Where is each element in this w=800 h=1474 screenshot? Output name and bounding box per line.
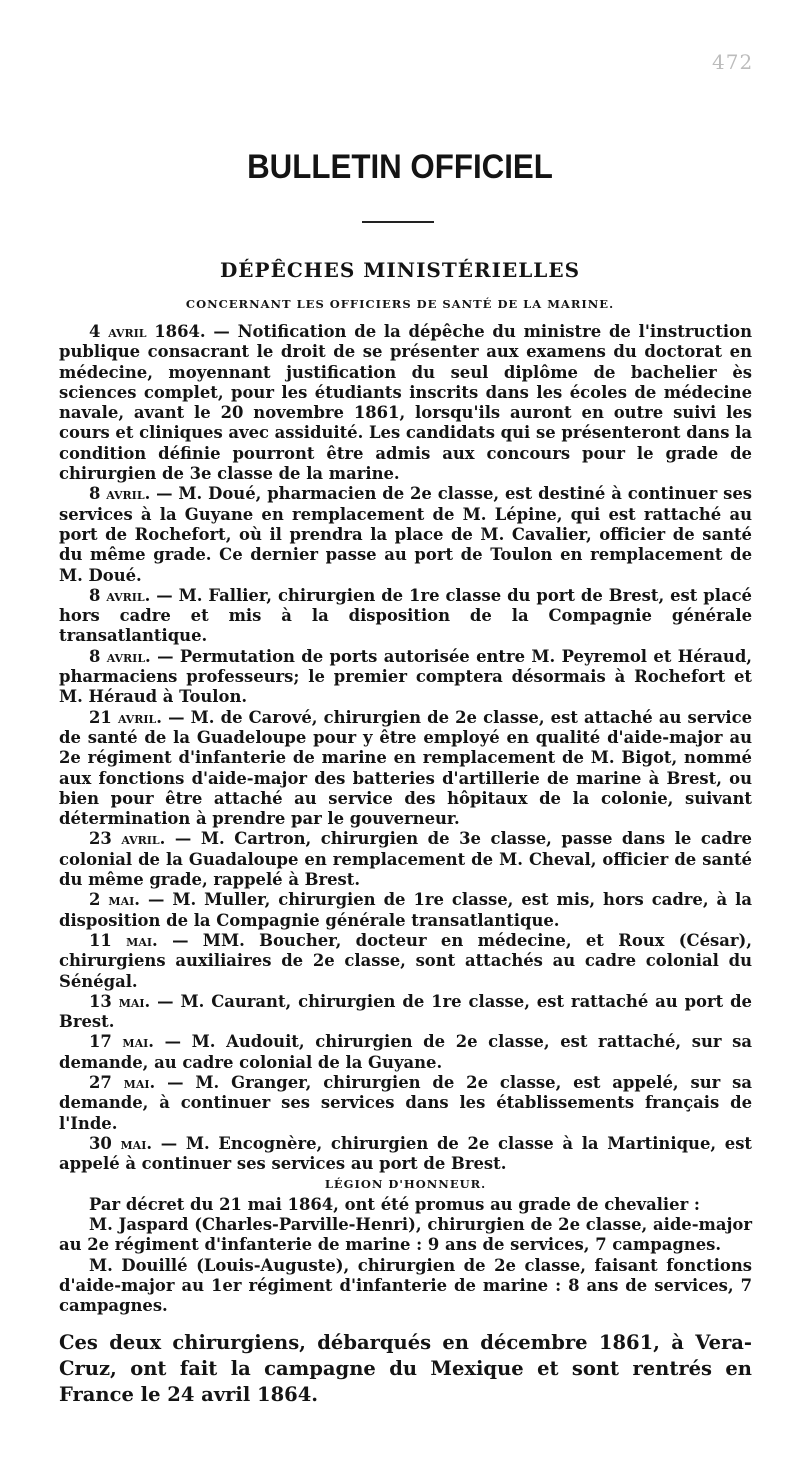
entry bbox=[59, 890, 752, 931]
entry bbox=[59, 1134, 752, 1175]
legion-item: M. Douillé (Louis-Auguste), chirurgien de 2e classe, faisant fonctions d'aide-major au 1er régiment d'infanterie de marine : 8 ans de services, 7 campagnes. bbox=[59, 1255, 752, 1316]
entry-date: 21 avril. bbox=[89, 707, 162, 727]
entry-date: 4 avril 1864. bbox=[89, 322, 206, 341]
entry-text: — M. Muller, chirurgien de 1re classe, est mis, hors cadre, à la disposition de la Compagnie générale transatlantique. bbox=[59, 890, 752, 930]
page-title: BULLETIN OFFICIEL bbox=[247, 148, 553, 186]
entry-text: — Notification de la dépêche du ministre de l'instruction publique consacrant le droit de se présenter aux examens du doctorat en médecine, moyennant justification du seul diplôme de bachelier ès sciences complet, pour les étudiants inscrits dans les écoles de médecine navale, avant le 20 novembre 1861, lorsqu'ils auront en outre suivi les cours et cliniques avec assiduité. Les candidats qui se présenteront dans la condition définie pourront être admis aux concours pour le grade de chirurgien de 3e classe de la marine. bbox=[59, 322, 752, 484]
entry-date: 11 mai. bbox=[89, 930, 158, 950]
entry-date: 27 mai. bbox=[89, 1072, 156, 1092]
entry bbox=[59, 484, 752, 585]
closing-text bbox=[59, 1330, 752, 1408]
entry bbox=[59, 829, 752, 890]
entry bbox=[59, 992, 752, 1033]
page-number: 472 bbox=[712, 50, 754, 74]
entry bbox=[59, 322, 752, 484]
entry bbox=[59, 1073, 752, 1134]
body-text bbox=[59, 322, 752, 1317]
entry-text: — M. Audouit, chirurgien de 2e classe, est rattaché, sur sa demande, au cadre colonial de la Guyane. bbox=[59, 1032, 752, 1072]
entry-text: — M. de Carové, chirurgien de 2e classe, est attaché au service de santé de la Guadeloupe pour y être employé en qualité d'aide-major au 2e régiment d'infanterie de marine en remplacement de M. Bigot, nommé aux fonctions d'aide-major des batteries d'artillerie de marine à Brest, ou bien pour être attaché au service des hôpitaux de la colonie, suivant détermination à prendre par le gouverneur. bbox=[59, 707, 752, 829]
entry-date: 8 avril. bbox=[89, 585, 151, 605]
entry-date: 8 avril. bbox=[89, 646, 151, 666]
entry-text: — M. Encognère, chirurgien de 2e classe à la Martinique, est appelé à continuer ses services au port de Brest. bbox=[59, 1133, 752, 1174]
entry bbox=[59, 1032, 752, 1073]
entry bbox=[59, 931, 752, 992]
entry-date: 23 avril. bbox=[89, 829, 166, 849]
entry-text: — Permutation de ports autorisée entre M. Peyremol et Héraud, pharmaciens professeurs; le premier comptera désormais à Rochefort et M. Héraud à Toulon. bbox=[59, 646, 753, 707]
entry-text: — M. Caurant, chirurgien de 1re classe, est rattaché au port de Brest. bbox=[59, 991, 752, 1032]
entry bbox=[59, 586, 752, 647]
legion-heading: LÉGION D'HONNEUR. bbox=[324, 1177, 487, 1192]
entry-text: — M. Doué, pharmacien de 2e classe, est destiné à continuer ses services à la Guyane en remplacement de M. Lépine, qui est rattaché au port de Rochefort, où il prendra la place de M. Cavalier, officier de santé du même grade. Ce dernier passe au port de Toulon en remplacement de M. Doué. bbox=[59, 484, 752, 585]
entry-text: — M. Granger, chirurgien de 2e classe, est appelé, sur sa demande, à continuer ses services dans les établissements français de l'Inde. bbox=[59, 1072, 752, 1133]
entry-date: 2 mai. bbox=[89, 890, 140, 910]
section-subhead: CONCERNANT LES OFFICIERS DE SANTÉ DE LA MARINE. bbox=[185, 297, 615, 311]
entry-text: — M. Fallier, chirurgien de 1re classe du port de Brest, est placé hors cadre et mis à la disposition de la Compagnie générale transatlantique. bbox=[59, 585, 752, 646]
closing-paragraph: Ces deux chirurgiens, débarqués en décembre 1861, à Vera-Cruz, ont fait la campagne du Mexique et sont rentrés en France le 24 avril 1864. bbox=[59, 1331, 752, 1406]
entry-text: — MM. Boucher, docteur en médecine, et Roux (César), chirurgiens auxiliaires de 2e classe, sont attachés au cadre colonial du Sénégal. bbox=[59, 930, 752, 991]
legion-intro: Par décret du 21 mai 1864, ont été promus au grade de chevalier : bbox=[89, 1194, 700, 1214]
entry-date: 8 avril. bbox=[89, 484, 151, 504]
title-rule bbox=[362, 221, 434, 223]
section-title: DÉPÊCHES MINISTÉRIELLES bbox=[219, 258, 581, 282]
entry-text: — M. Cartron, chirurgien de 3e classe, passe dans le cadre colonial de la Guadaloupe en remplacement de M. Cheval, officier de santé du même grade, rappelé à Brest. bbox=[59, 829, 752, 890]
entry bbox=[59, 647, 752, 708]
entry bbox=[59, 708, 752, 830]
entry-date: 30 mai. bbox=[89, 1133, 153, 1153]
entry-date: 17 mai. bbox=[89, 1032, 154, 1052]
entry-date: 13 mai. bbox=[89, 991, 151, 1011]
legion-item: M. Jaspard (Charles-Parville-Henri), chirurgien de 2e classe, aide-major au 2e régiment d'infanterie de marine : 9 ans de services, 7 campagnes. bbox=[59, 1215, 752, 1255]
